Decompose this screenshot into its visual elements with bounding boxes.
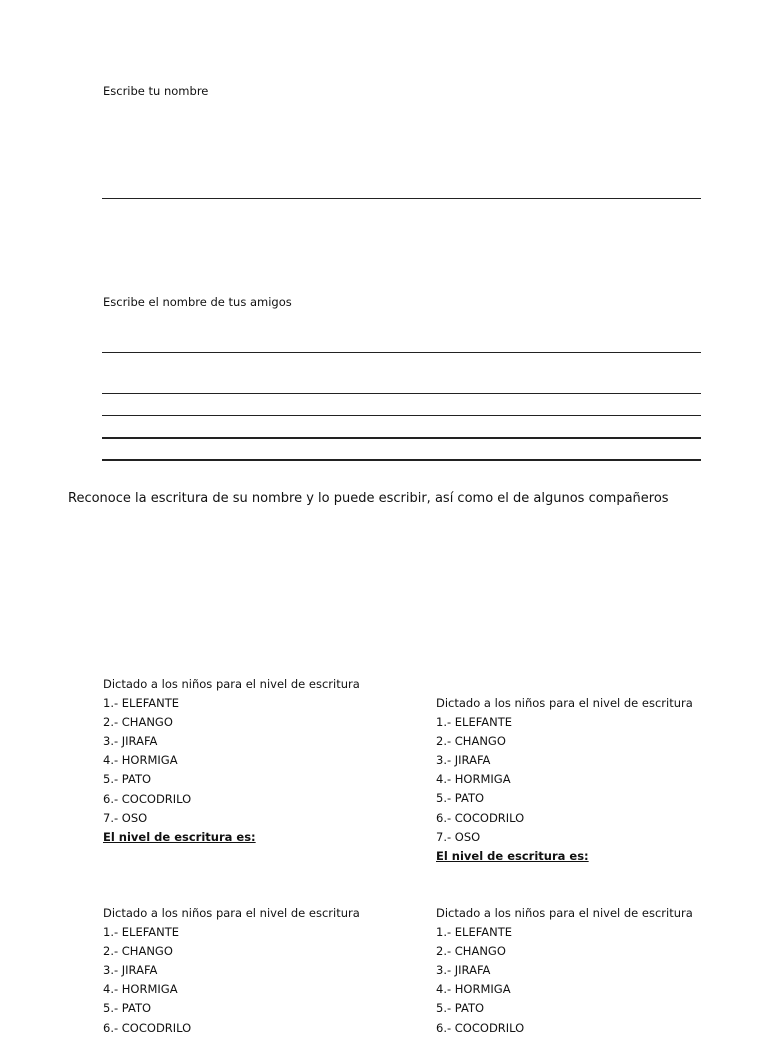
dictation-word: 1.- ELEFANTE <box>436 715 513 730</box>
dictation-title: Dictado a los niños para el nivel de escritura <box>103 906 360 920</box>
dictation-word: 1.- ELEFANTE <box>103 696 180 711</box>
dictation-word: 2.- CHANGO <box>436 734 506 749</box>
name-writing-line <box>102 198 701 199</box>
dictation-word: 4.- HORMIGA <box>103 982 178 997</box>
dictation-word: 7.- OSO <box>103 810 148 825</box>
dictation-word: 5.- PATO <box>103 772 152 787</box>
dictation-word: 2.- CHANGO <box>103 944 173 959</box>
dictation-word: 5.- PATO <box>103 1001 152 1016</box>
dictation-block <box>103 675 360 847</box>
dictation-word: 5.- PATO <box>436 791 485 806</box>
dictation-title: Dictado a los niños para el nivel de escritura <box>436 696 693 710</box>
dictation-block <box>436 694 693 866</box>
name-prompt: Escribe tu nombre <box>103 84 209 98</box>
writing-level-label: El nivel de escritura es: <box>103 829 256 844</box>
dictation-title: Dictado a los niños para el nivel de escritura <box>103 677 360 691</box>
dictation-word: 4.- HORMIGA <box>436 982 511 997</box>
dictation-word: 5.- PATO <box>436 1001 485 1016</box>
writing-level-label: El nivel de escritura es: <box>436 848 589 863</box>
friends-writing-line <box>102 393 701 394</box>
dictation-word: 1.- ELEFANTE <box>436 925 513 940</box>
dictation-word: 6.- COCODRILO <box>103 791 192 806</box>
dictation-word: 1.- ELEFANTE <box>103 925 180 940</box>
friends-writing-line <box>102 352 701 353</box>
dictation-word: 4.- HORMIGA <box>103 753 178 768</box>
friends-prompt: Escribe el nombre de tus amigos <box>103 295 292 309</box>
friends-writing-line <box>102 415 701 416</box>
dictation-word: 3.- JIRAFA <box>436 753 491 768</box>
friends-writing-line <box>102 459 701 461</box>
dictation-word: 6.- COCODRILO <box>436 810 525 825</box>
dictation-word: 4.- HORMIGA <box>436 772 511 787</box>
dictation-word: 7.- OSO <box>436 829 481 844</box>
friends-writing-line <box>102 437 701 439</box>
dictation-word: 3.- JIRAFA <box>103 963 158 978</box>
dictation-word: 3.- JIRAFA <box>103 734 158 749</box>
dictation-word: 6.- COCODRILO <box>103 1020 192 1035</box>
dictation-word: 3.- JIRAFA <box>436 963 491 978</box>
dictation-title: Dictado a los niños para el nivel de escritura <box>436 906 693 920</box>
dictation-word: 2.- CHANGO <box>436 944 506 959</box>
assessment-statement: Reconoce la escritura de su nombre y lo puede escribir, así como el de algunos compañeros <box>68 491 669 506</box>
dictation-word: 2.- CHANGO <box>103 715 173 730</box>
dictation-block <box>436 904 693 1038</box>
dictation-block <box>103 904 360 1038</box>
dictation-word: 6.- COCODRILO <box>436 1020 525 1035</box>
